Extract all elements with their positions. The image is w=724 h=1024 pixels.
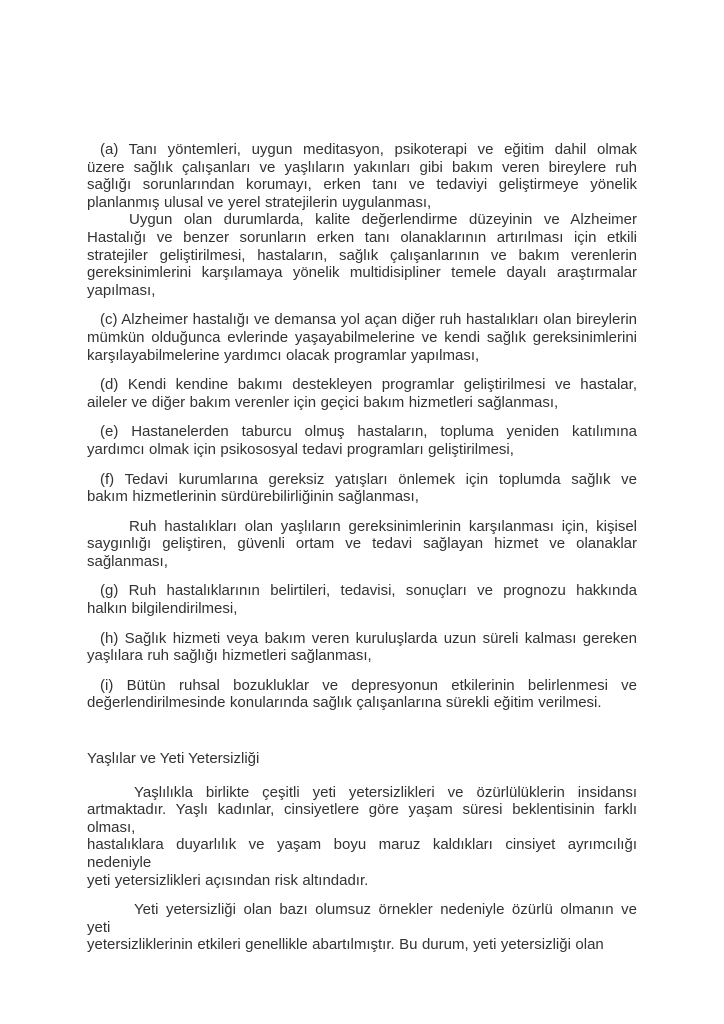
text-line: yapılması,	[87, 281, 156, 299]
text-line: hastalıklara duyarlılık ve yaşam boyu maruz kaldıkları cinsiyet ayrımcılığı nedeniyle	[87, 836, 637, 871]
text-line: saygınlığı geliştiren, güvenli ortam ve tedavi sağlayan hizmet ve olanaklar	[87, 535, 637, 553]
item-ruh-hastaliklari	[87, 518, 637, 571]
item-i	[87, 677, 637, 712]
text-line: mümkün olduğunca evlerinde yaşayabilmelerine ve kendi sağlık gereksinimlerini	[87, 328, 637, 346]
text-line: aileler ve diğer bakım verenler için geçici bakım hizmetleri sağlanması,	[87, 393, 559, 411]
text-line: yaşlılara ruh sağlığı hizmetleri sağlanması,	[87, 647, 372, 665]
section-heading: Yaşlılar ve Yeti Yetersizliği	[87, 750, 260, 768]
item-c	[87, 311, 637, 364]
text-line: (c) Alzheimer hastalığı ve demansa yol açan diğer ruh hastalıkları olan bireylerin	[100, 311, 637, 329]
text-line: planlanmış ulusal ve yerel stratejilerin uygulanması,	[87, 193, 432, 211]
text-line: karşılayabilmelerine yardımcı olacak programlar yapılması,	[87, 346, 480, 364]
text-line: üzere sağlık çalışanları ve yaşlıların yakınları gibi bakım veren bireylere ruh	[87, 158, 637, 176]
text-line: (d) Kendi kendine bakımı destekleyen programlar geliştirilmesi ve hastalar,	[100, 376, 637, 394]
text-line: (f) Tedavi kurumlarına gereksiz yatışları önlemek için toplumda sağlık ve	[100, 470, 637, 488]
text-line: Uygun olan durumlarda, kalite değerlendirme düzeyinin ve Alzheimer	[129, 211, 637, 229]
text-line: artmaktadır. Yaşlı kadınlar, cinsiyetlere göre yaşam süresi beklentisinin farklı olması,	[87, 801, 637, 836]
text-line: stratejiler geliştirilmesi, hastaların, sağlık çalışanlarının ve bakım verenlerin	[87, 246, 637, 264]
text-line: yeti yetersizlikleri açısından risk altındadır.	[87, 871, 369, 889]
text-line: değerlendirilmesinde konularında sağlık çalışanlarına sürekli eğitim verilmesi.	[87, 694, 602, 712]
para-yeti-yetersizligi	[87, 901, 637, 954]
text-line: (h) Sağlık hizmeti veya bakım veren kuruluşlarda uzun süreli kalması gereken	[100, 629, 637, 647]
item-a	[87, 141, 637, 211]
text-line: sağlanması,	[87, 552, 168, 570]
text-line: sağlığı sorunlarından korumayı, erken tanı ve tedaviyi geliştirmeye yönelik	[87, 176, 637, 194]
paragraph-list-top	[87, 141, 637, 712]
item-e	[87, 423, 637, 458]
text-line: gereksinimlerini karşılamaya yönelik multidisipliner temele dayalı araştırmalar	[87, 264, 637, 282]
text-line: (e) Hastanelerden taburcu olmuş hastaların, topluma yeniden katılımına	[100, 423, 637, 441]
text-line: Ruh hastalıkları olan yaşlıların gereksinimlerinin karşılanması için, kişisel	[129, 517, 637, 535]
paragraph-list-bottom	[87, 784, 637, 954]
text-line: yetersizliklerinin etkileri genellikle abartılmıştır. Bu durum, yeti yetersizliği olan	[87, 936, 604, 954]
text-line: Yeti yetersizliği olan bazı olumsuz örnekler nedeniyle özürlü olmanın ve yeti	[87, 901, 637, 936]
item-h	[87, 630, 637, 665]
text-line: (a) Tanı yöntemleri, uygun meditasyon, psikoterapi ve eğitim dahil olmak	[100, 141, 637, 158]
text-line: bakım hizmetlerinin sürdürebilirliğinin sağlanması,	[87, 488, 419, 506]
para-yaslilikla	[87, 784, 637, 890]
text-line: (i) Bütün ruhsal bozukluklar ve depresyonun etkilerinin belirlenmesi ve	[100, 676, 637, 694]
text-line: halkın bilgilendirilmesi,	[87, 600, 238, 618]
item-f	[87, 471, 637, 506]
text-line: yardımcı olmak için psikososyal tedavi programları geliştirilmesi,	[87, 440, 514, 458]
text-line: (g) Ruh hastalıklarının belirtileri, tedavisi, sonuçları ve prognozu hakkında	[100, 582, 637, 600]
text-line: Hastalığı ve benzer sorunların erken tanı olanaklarının artırılması için etkili	[87, 228, 637, 246]
item-g	[87, 582, 637, 617]
item-b	[87, 211, 637, 299]
item-d	[87, 376, 637, 411]
text-line: Yaşlılıkla birlikte çeşitli yeti yetersizlikleri ve özürlülüklerin insidansı	[134, 783, 637, 801]
